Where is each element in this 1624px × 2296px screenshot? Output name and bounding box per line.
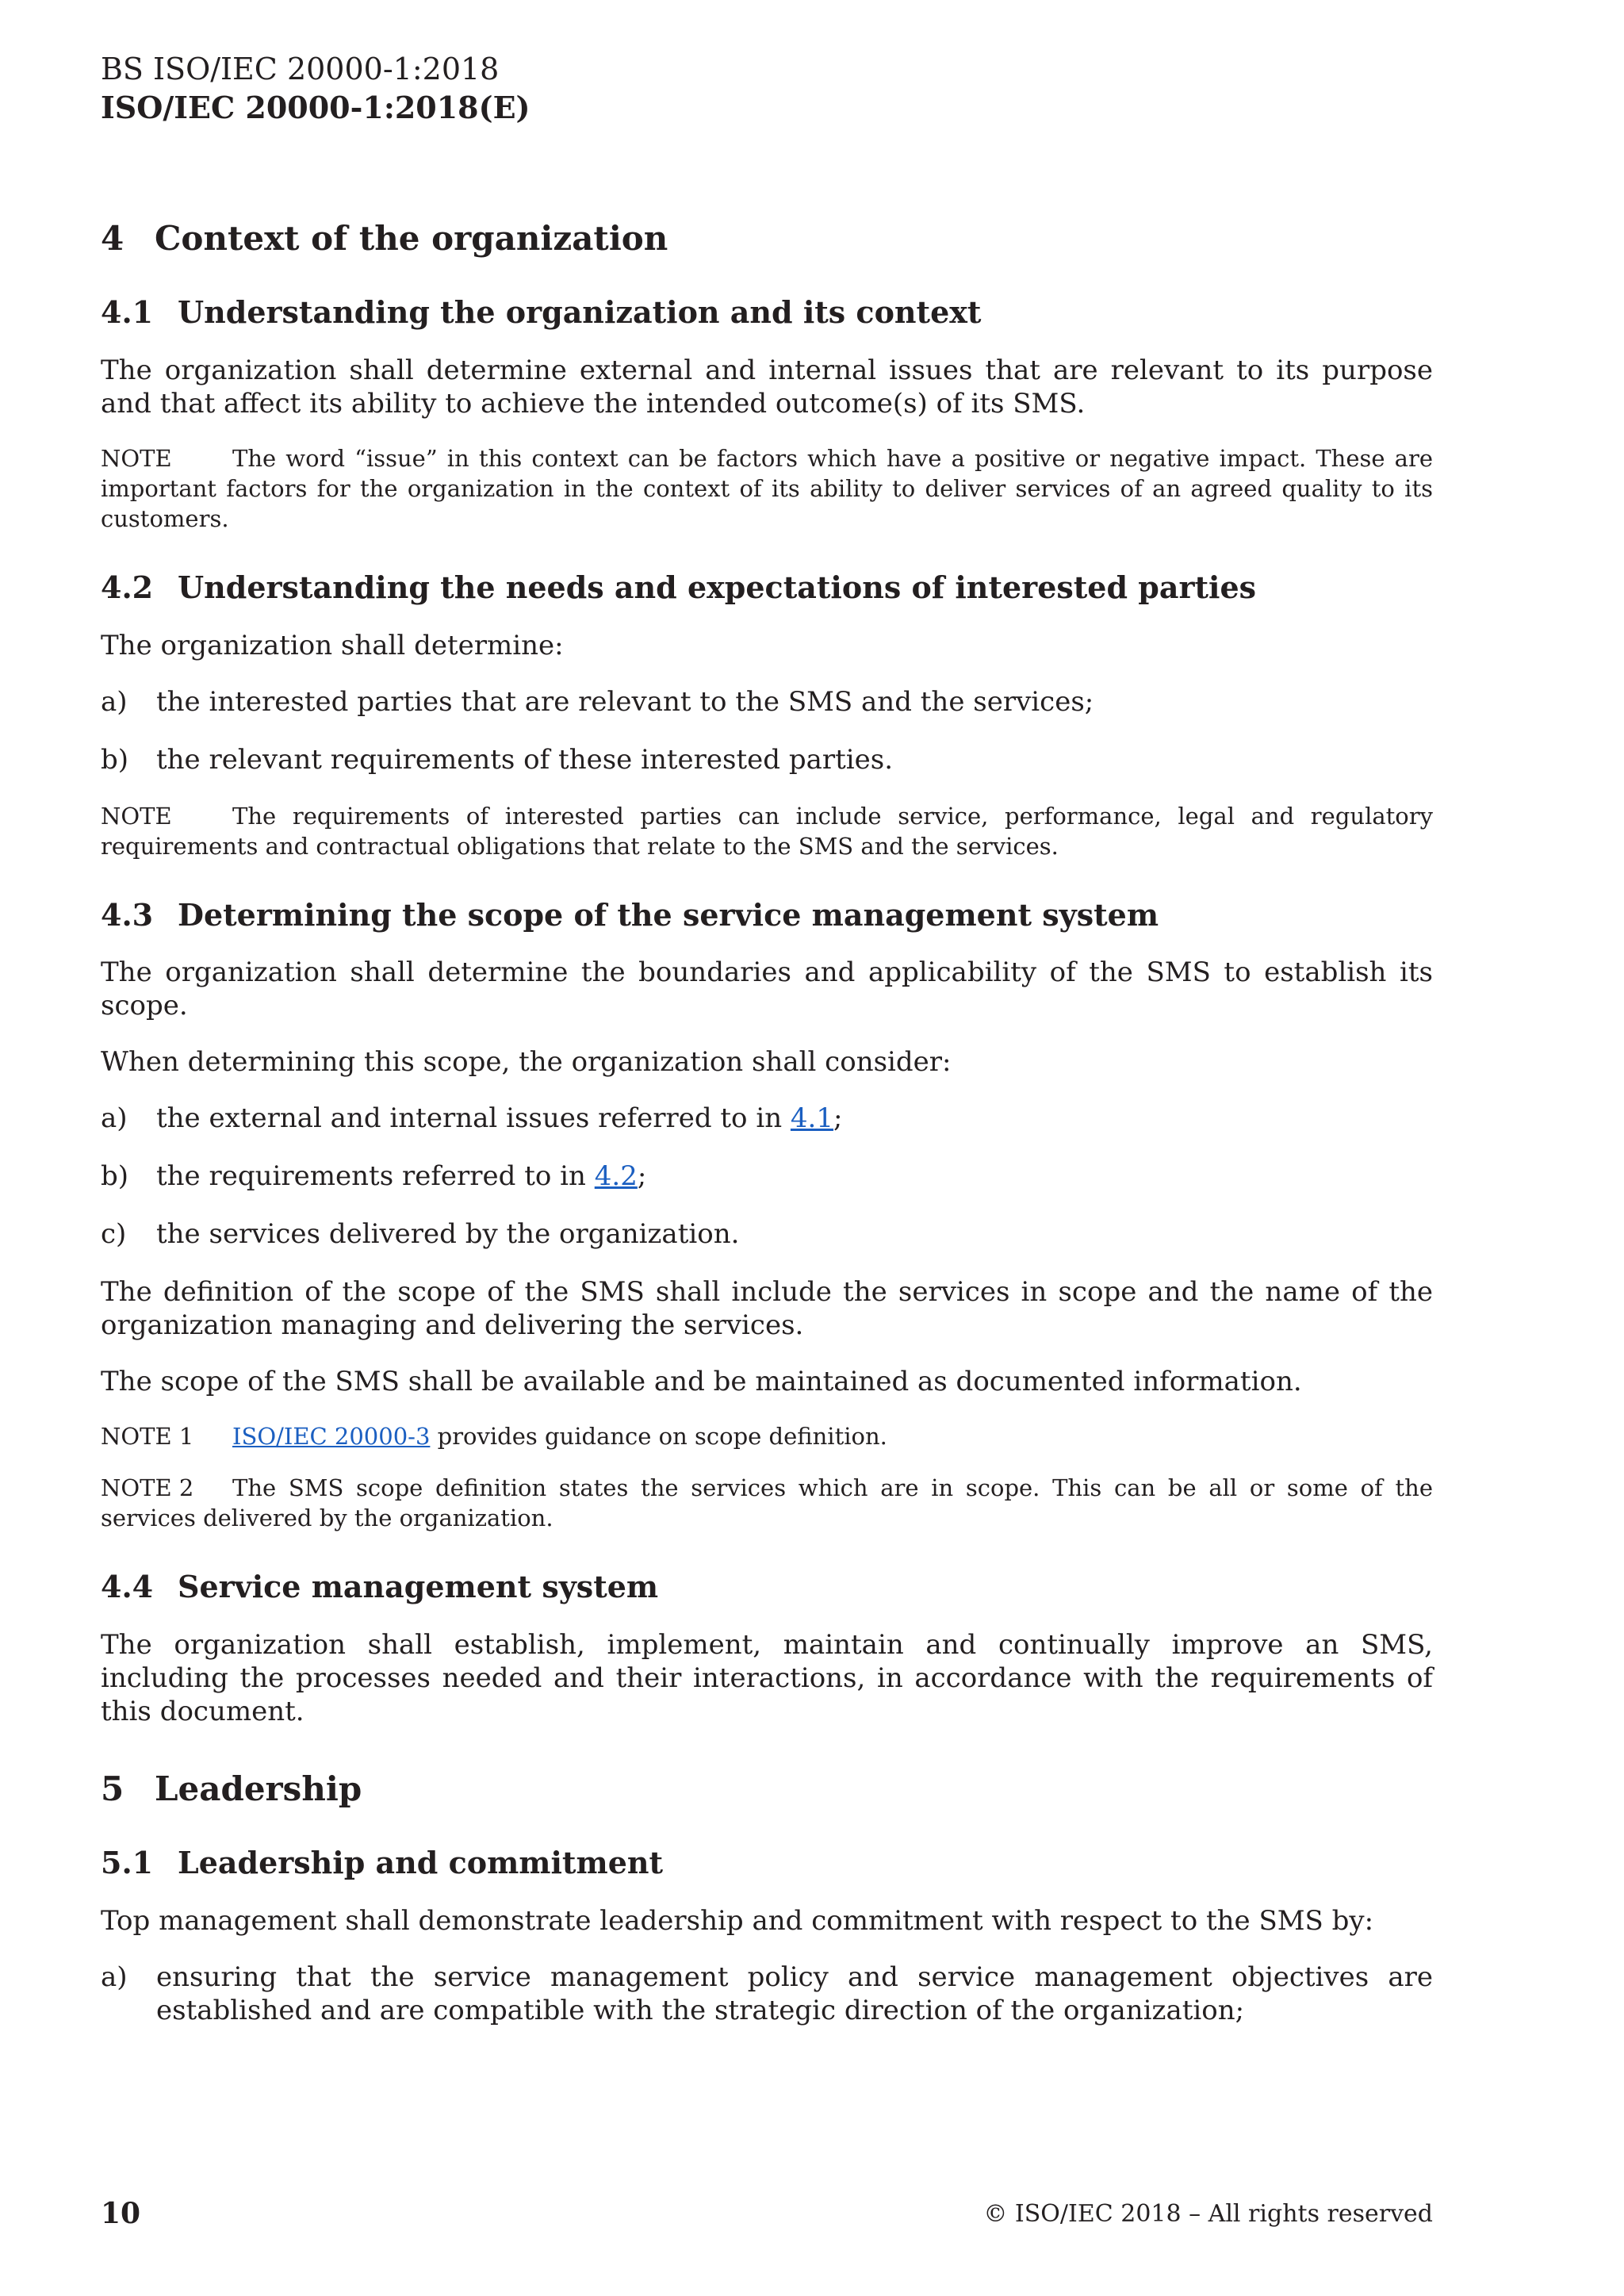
note-text: The requirements of interested parties can include service, performance, legal and regulatory requirements and contractual obligations that relate to the SMS and the services. [101, 802, 1433, 860]
list-item [101, 1102, 1433, 1135]
list-item-label: c) [101, 1218, 127, 1251]
clause-number: 5.1 [101, 1845, 154, 1881]
note [101, 801, 1433, 861]
clause-5-heading [101, 1769, 1433, 1809]
list-item-label: a) [101, 1102, 128, 1135]
note-label: NOTE [101, 444, 172, 472]
paragraph: Top management shall demonstrate leadership and commitment with respect to the SMS by: [101, 1904, 1374, 1937]
list-item [101, 1217, 1433, 1251]
note-text: The SMS scope definition states the services which are in scope. This can be all or some of the services delivered by the organization. [101, 1474, 1433, 1532]
list-item-text [156, 1159, 1433, 1193]
punctuation: ; [833, 1102, 843, 1135]
paragraph: The definition of the scope of the SMS shall include the services in scope and the name of the organization managing and delivering the services. [101, 1276, 1433, 1342]
list-item-label: b) [101, 1160, 129, 1193]
list-item-text: the relevant requirements of these interested parties. [156, 743, 894, 776]
note [101, 443, 1433, 534]
list-item-text-main: the external and internal issues referred to in [156, 1102, 791, 1135]
standard-id-bs: BS ISO/IEC 20000-1:2018 [101, 52, 500, 86]
note-label: NOTE 2 [101, 1474, 194, 1502]
list-item-text: the interested parties that are relevant to the SMS and the services; [156, 685, 1094, 718]
list-item-label: b) [101, 743, 129, 776]
clause-5-1-heading [101, 1845, 1433, 1881]
clause-number: 4.2 [101, 569, 154, 605]
clause-4-heading [101, 219, 1433, 259]
standard-id-iso: ISO/IEC 20000-1:2018(E) [101, 89, 530, 125]
list-item-text-main: the requirements referred to in [156, 1160, 595, 1193]
list-item [101, 1159, 1433, 1193]
document-header [101, 51, 530, 126]
clause-4-4-heading [101, 1569, 1433, 1605]
note-text: provides guidance on scope definition. [430, 1423, 887, 1451]
clause-4-1-link[interactable]: 4.1 [790, 1102, 833, 1135]
copyright-notice: © ISO/IEC 2018 – All rights reserved [983, 2200, 1433, 2228]
paragraph: The organization shall establish, implement, maintain and continually improve an SMS, including the processes needed and their interactions, in accordance with the requirements of this document. [101, 1628, 1433, 1727]
iso-iec-20000-3-link[interactable]: ISO/IEC 20000-3 [232, 1423, 431, 1451]
note-text: The word “issue” in this context can be factors which have a positive or negative impact. These are important factors for the organization in the context of its ability to deliver services of an agreed quality to its customers. [101, 444, 1433, 532]
clause-title: Leadership and commitment [178, 1845, 664, 1881]
clause-4-1-heading [101, 294, 1433, 331]
clause-number: 4.3 [101, 896, 154, 933]
clause-4-2-heading [101, 569, 1433, 606]
list-item [101, 685, 1433, 719]
clause-title: Leadership [155, 1769, 362, 1808]
clause-number: 5 [101, 1769, 124, 1808]
paragraph: The organization shall determine: [101, 629, 564, 661]
list-item-label: a) [101, 685, 128, 718]
list-item-text: the services delivered by the organization. [156, 1218, 740, 1251]
list-item-text: ensuring that the service management policy and service management objectives are established and are compatible with the strategic direction of the organization; [156, 1961, 1433, 2026]
clause-4-3-heading [101, 897, 1433, 933]
clause-title: Understanding the organization and its context [178, 294, 982, 331]
note [101, 1473, 1433, 1533]
clause-number: 4.1 [101, 294, 154, 331]
paragraph: When determining this scope, the organization shall consider: [101, 1046, 952, 1079]
list-item [101, 743, 1433, 776]
clause-title: Understanding the needs and expectations of interested parties [178, 569, 1257, 605]
clause-number: 4 [101, 219, 124, 258]
note-label: NOTE [101, 802, 172, 830]
clause-4-2-link[interactable]: 4.2 [594, 1160, 638, 1193]
clause-title: Context of the organization [155, 219, 668, 258]
list-item [101, 1961, 1433, 2027]
clause-title: Service management system [178, 1569, 659, 1605]
note-label: NOTE 1 [101, 1423, 194, 1451]
paragraph: The organization shall determine external and internal issues that are relevant to its purpose and that affect its ability to achieve the intended outcome(s) of its SMS. [101, 354, 1433, 420]
clause-title: Determining the scope of the service management system [178, 896, 1159, 933]
punctuation: ; [637, 1160, 647, 1193]
page-number: 10 [101, 2197, 141, 2230]
paragraph: The scope of the SMS shall be available and be maintained as documented information. [101, 1366, 1302, 1398]
note [101, 1421, 1433, 1451]
clause-number: 4.4 [101, 1569, 154, 1605]
paragraph: The organization shall determine the boundaries and applicability of the SMS to establish its scope. [101, 956, 1433, 1022]
list-item-text [156, 1102, 1433, 1135]
list-item-label: a) [101, 1961, 128, 1993]
document-body [101, 219, 1433, 2052]
